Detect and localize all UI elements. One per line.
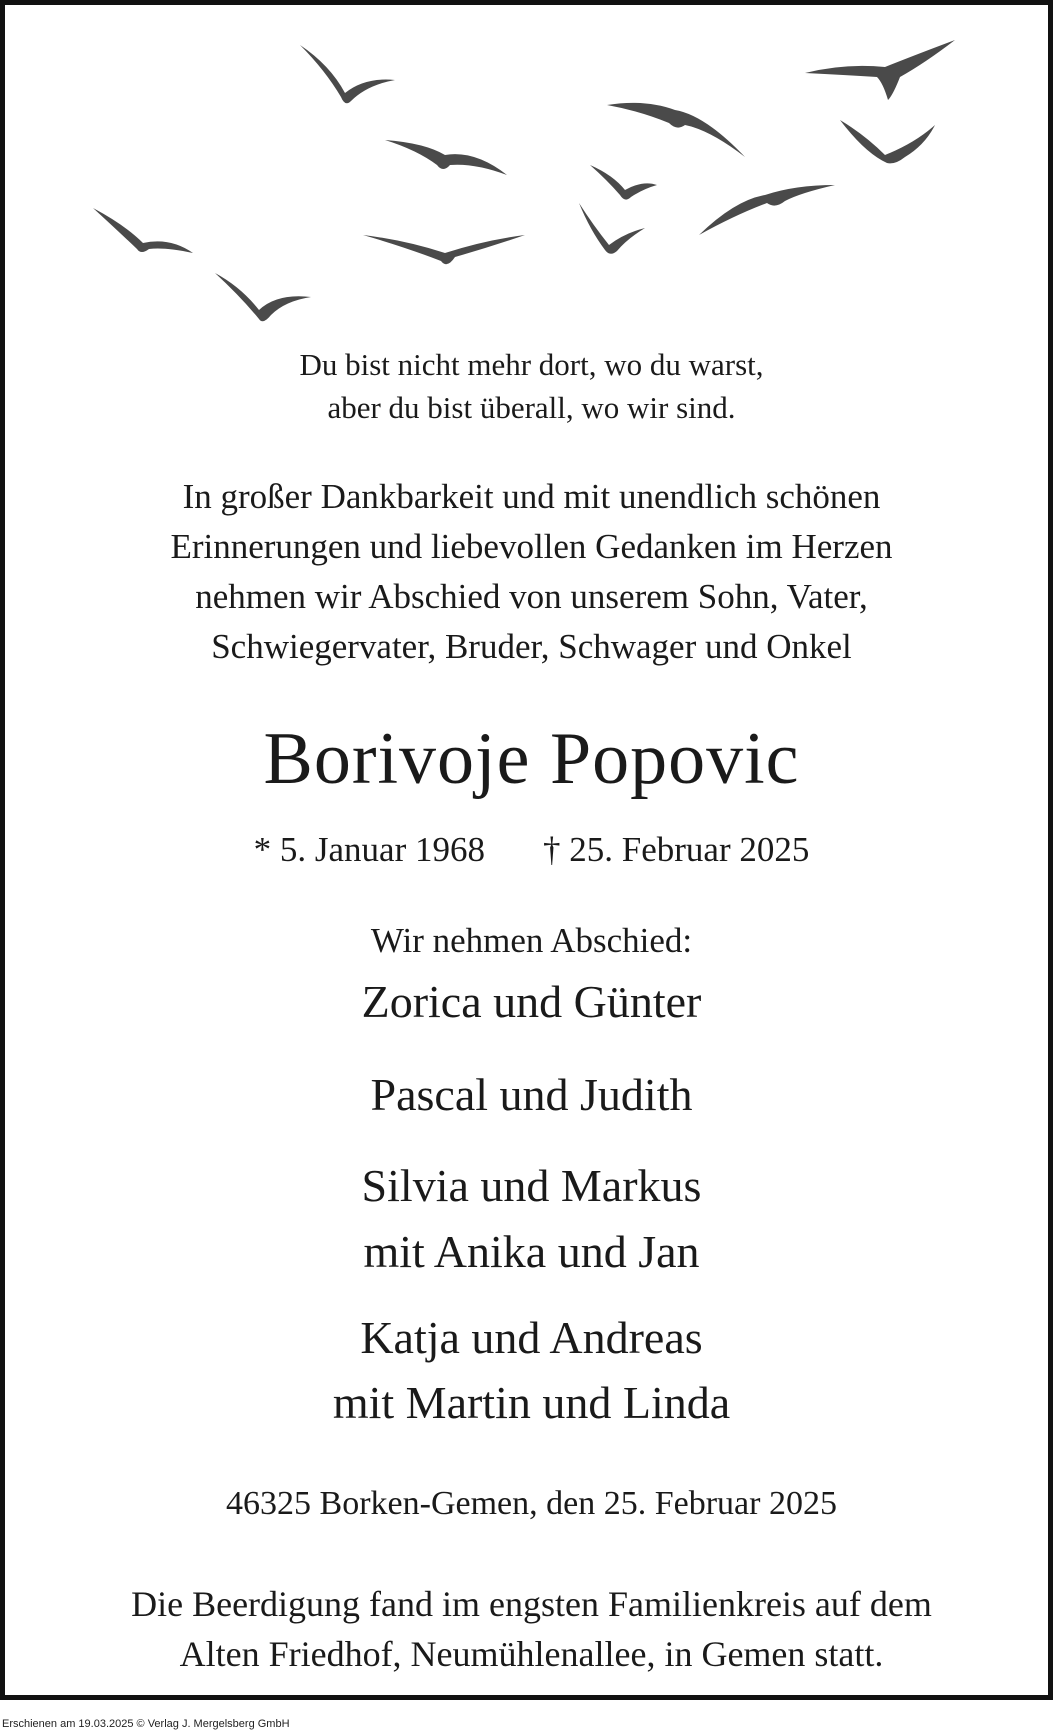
- mourner-line-3: Silvia und Markus: [361, 1160, 702, 1211]
- death-date: † 25. Februar 2025: [543, 830, 810, 869]
- publication-footer: Erschienen am 19.03.2025 © Verlag J. Mergelsberg GmbH: [2, 1718, 290, 1730]
- mourners-heading: Wir nehmen Abschied:: [370, 921, 693, 960]
- life-dates: [5, 830, 1058, 870]
- flying-birds-illustration: [45, 25, 1025, 345]
- funeral-line-2: Alten Friedhof, Neumühlenallee, in Gemen statt.: [179, 1634, 884, 1674]
- intro-line-2: Erinnerungen und liebevollen Gedanken im Herzen: [170, 527, 893, 566]
- mourner-line-2: Pascal und Judith: [370, 1069, 693, 1120]
- place-and-date: 46325 Borken-Gemen, den 25. Februar 2025: [226, 1485, 837, 1522]
- mourner-line-5: Katja und Andreas: [360, 1312, 703, 1363]
- deceased-name: Borivoje Popovic: [263, 718, 800, 800]
- mourner-line-1: Zorica und Günter: [361, 976, 702, 1027]
- birth-date: * 5. Januar 1968: [253, 830, 485, 869]
- mourner-line-6: mit Martin und Linda: [332, 1377, 731, 1428]
- intro-line-4: Schwiegervater, Bruder, Schwager und Onkel: [211, 627, 852, 666]
- quote-line-1: Du bist nicht mehr dort, wo du warst,: [299, 347, 764, 382]
- quote-line-2: aber du bist überall, wo wir sind.: [327, 390, 736, 425]
- mourner-line-4: mit Anika und Jan: [363, 1226, 700, 1277]
- intro-line-3: nehmen wir Abschied von unserem Sohn, Vater,: [195, 577, 868, 616]
- funeral-line-1: Die Beerdigung fand im engsten Familienkreis auf dem: [131, 1584, 932, 1624]
- intro-line-1: In großer Dankbarkeit und mit unendlich schönen: [182, 477, 881, 516]
